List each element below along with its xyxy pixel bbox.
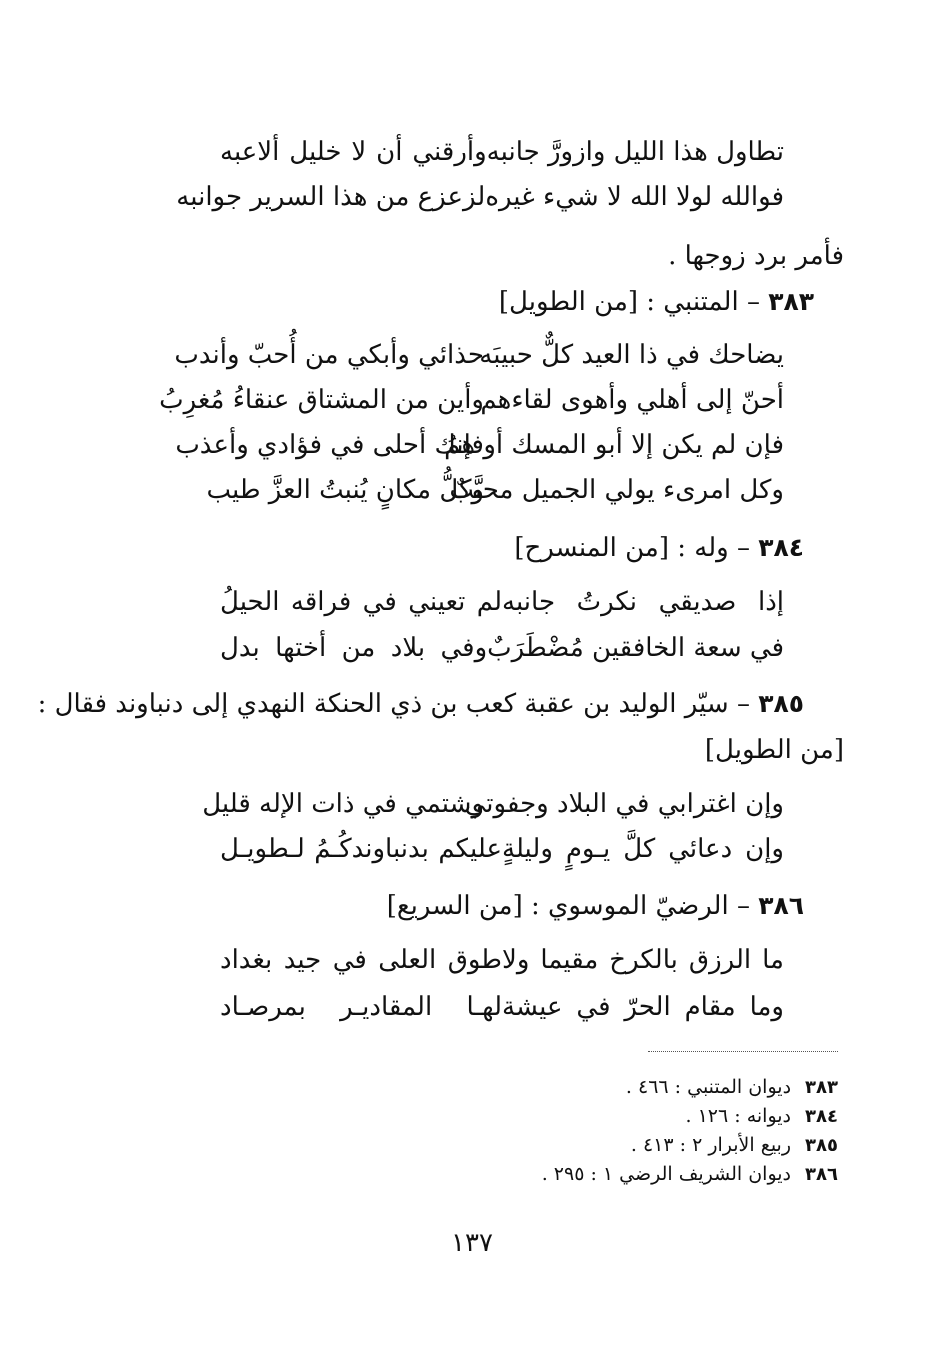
verse-row (170, 335, 810, 375)
entry-number: ٣٨٥ (758, 689, 804, 718)
verse-first-hemistich: وما مقام الحرّ في عيشة (502, 992, 784, 1022)
footnote-item (418, 1102, 838, 1130)
entry-heading-text: – سيّر الوليد بن عقبة كعب بن ذي الحنكة النهدي إلى دنباوند فقال : (37, 689, 759, 719)
footnote-item (418, 1131, 838, 1159)
verse-row (170, 425, 810, 465)
verse-first-hemistich: إذا صديقي نكرتُ جانبه (502, 587, 784, 617)
footnote-number: ٣٨٦ (805, 1164, 838, 1185)
footnote-divider (648, 1051, 838, 1052)
verse-first-hemistich: ما الرزق بالكرخ مقيما ولا (502, 945, 784, 975)
verse-second-hemistich: لم تعيني في فراقه الحيلُ (220, 587, 502, 617)
verse-first-hemistich: وإن اغترابي في البلاد وجفوتي (464, 789, 784, 819)
verse-first-hemistich: يضاحك في ذا العيد كلٌّ حبيبَه (479, 340, 784, 370)
page-number: ١٣٧ (451, 1228, 493, 1258)
entry-heading-text: – المتنبي : [من الطويل] (498, 287, 769, 317)
verse-row (170, 582, 810, 622)
verse-row (159, 380, 810, 420)
verse-row (170, 177, 810, 217)
entry-heading-text: – وله : [من المنسرح] (514, 533, 759, 563)
verse-row (170, 940, 810, 980)
prose-line: فأمر برد زوجها . (668, 241, 844, 271)
verse-row (170, 987, 810, 1027)
entry-number: ٣٨٤ (758, 533, 804, 562)
verse-row (170, 628, 810, 668)
verse-first-hemistich: وإن دعائي كلَّ يـومٍ وليلةٍ (502, 834, 784, 864)
footnote-item (418, 1160, 838, 1188)
entry-heading-text: – الرضيّ الموسوي : [من السريع] (386, 891, 759, 921)
verse-first-hemistich: أحنّ إلى أهلي وأهوى لقاءهم (480, 385, 784, 415)
verse-second-hemistich: وكلُّ مكانٍ يُنبتُ العزَّ طيب (206, 475, 484, 505)
verse-first-hemistich: فإن لم يكن إلا أبو المسك أو همُ (444, 430, 784, 460)
footnote-number: ٣٨٥ (805, 1135, 838, 1156)
verse-second-hemistich: لزعزع من هذا السرير جوانبه (176, 182, 486, 212)
verse-row (170, 784, 810, 824)
verse-second-hemistich: طوق العلى في جيد بغداد (220, 945, 502, 975)
entry-number: ٣٨٣ (768, 287, 814, 316)
verse-second-hemistich: وفي بلاد من أختها بدل (220, 633, 488, 663)
verse-row (170, 470, 810, 510)
footnote-number: ٣٨٣ (805, 1077, 838, 1098)
verse-first-hemistich: وكل امرىء يولي الجميل محبَّبٌ (449, 475, 784, 505)
verse-second-hemistich: حذائي وأبكي من أُحبّ وأندب (174, 340, 484, 370)
verse-second-hemistich: وشتمي في ذات الإله قليل (202, 789, 484, 819)
verse-second-hemistich: وأين من المشتاق عنقاءُ مُغرِبُ (159, 385, 484, 415)
verse-second-hemistich: عليكم بدنباوندكُـمُ لـطويـل (220, 834, 502, 864)
verse-row (170, 132, 810, 172)
entry-heading-383 (114, 282, 814, 322)
verse-second-hemistich: فإنك أحلى في فؤادي وأعذب (175, 430, 484, 460)
verse-first-hemistich: تطاول هذا الليل وازورَّ جانبه (486, 137, 784, 167)
verse-row (170, 829, 810, 869)
entry-heading-386 (104, 886, 804, 926)
footnote-number: ٣٨٤ (805, 1106, 838, 1127)
footnote-text: ديوانه : ١٢٦ . (685, 1105, 792, 1127)
entry-heading-385 (37, 684, 804, 724)
entry-heading-384 (104, 528, 804, 568)
footnote-text: ربيع الأبرار ٢ : ٤١٣ . (630, 1134, 792, 1156)
verse-first-hemistich: فوالله لولا الله لا شيء غيره (485, 182, 784, 212)
footnote-item (418, 1073, 838, 1101)
footnote-text: ديوان الشريف الرضي ١ : ٢٩٥ . (541, 1163, 792, 1185)
entry-heading-385-meter: [من الطويل] (704, 735, 844, 765)
verse-first-hemistich: في سعة الخافقين مُضْطَرَبٌ (487, 633, 784, 663)
footnote-text: ديوان المتنبي : ٤٦٦ . (625, 1076, 792, 1098)
verse-second-hemistich: لهـا المقاديـر بمرصـاد (220, 992, 502, 1022)
verse-second-hemistich: وأرقني أن لا خليل ألاعبه (220, 137, 487, 167)
entry-number: ٣٨٦ (758, 891, 804, 920)
